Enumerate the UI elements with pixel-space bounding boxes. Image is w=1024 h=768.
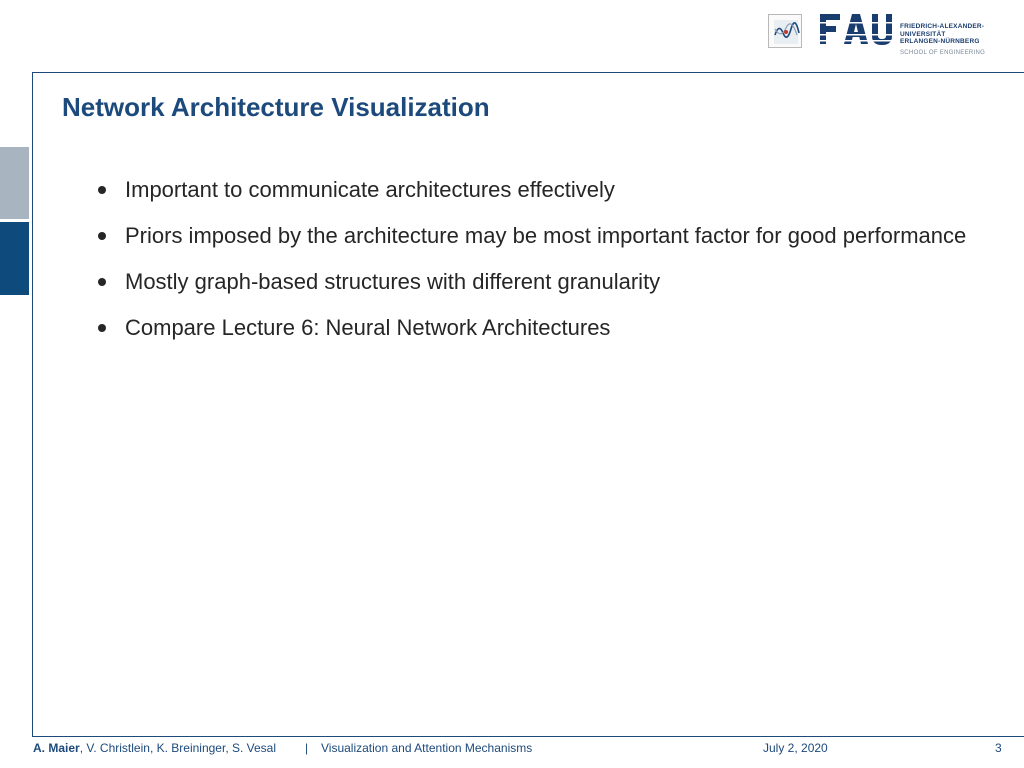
footer-course-title: Visualization and Attention Mechanisms bbox=[321, 741, 533, 755]
bullet-item: Mostly graph-based structures with different granularity bbox=[96, 264, 976, 300]
footer-co-authors: , V. Christlein, K. Breininger, S. Vesal bbox=[79, 741, 277, 755]
school-name: SCHOOL OF ENGINEERING bbox=[900, 50, 986, 56]
side-tab-indicator-active bbox=[0, 222, 29, 295]
slide-title: Network Architecture Visualization bbox=[62, 92, 490, 122]
bullet-list bbox=[96, 172, 976, 356]
university-name bbox=[900, 23, 984, 46]
fau-wordmark-icon bbox=[820, 12, 896, 46]
footer-date: July 2, 2020 bbox=[763, 741, 828, 755]
university-logo bbox=[768, 12, 998, 62]
university-line: UNIVERSITÄT bbox=[900, 30, 946, 38]
footer-lead-author: A. Maier bbox=[33, 741, 80, 755]
side-tab-indicator-light bbox=[0, 147, 29, 219]
footer-authors bbox=[33, 741, 276, 755]
footer-page-number: 3 bbox=[995, 741, 1002, 755]
university-line: FRIEDRICH-ALEXANDER- bbox=[900, 23, 985, 30]
bullet-item: Compare Lecture 6: Neural Network Architectures bbox=[96, 310, 976, 346]
footer-separator: | bbox=[305, 741, 309, 755]
bullet-item: Important to communicate architectures effectively bbox=[96, 172, 976, 208]
slide-footer bbox=[33, 741, 1003, 759]
pattern-recognition-lab-icon bbox=[768, 14, 802, 48]
bullet-item: Priors imposed by the architecture may be most important factor for good performance bbox=[96, 218, 976, 254]
university-line: ERLANGEN-NÜRNBERG bbox=[900, 38, 980, 45]
